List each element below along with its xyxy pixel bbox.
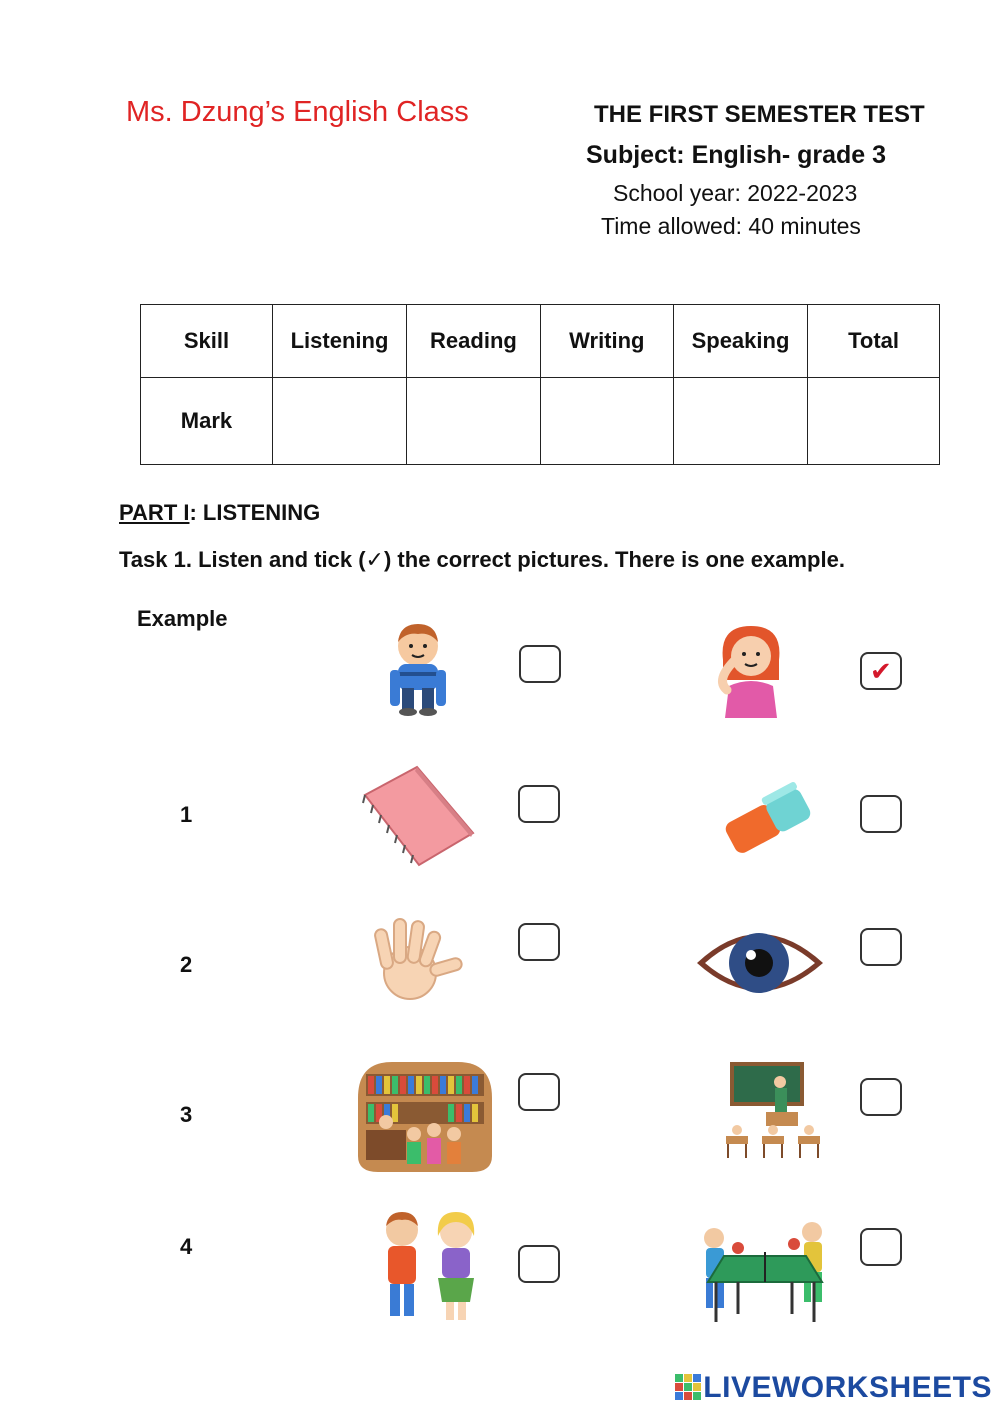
- girl-touching-nose-picture: [705, 620, 797, 718]
- tick-mark-icon: ✔: [870, 656, 892, 686]
- liveworksheets-brand: [675, 1371, 992, 1405]
- mark-cell-total[interactable]: [808, 378, 940, 465]
- brand-text: LIVEWORKSHEETS: [703, 1371, 992, 1404]
- row-label-3: 3: [180, 1102, 193, 1127]
- marks-table: [140, 304, 940, 465]
- row-label-1: 1: [180, 802, 193, 827]
- classroom-picture: [720, 1060, 830, 1162]
- mark-cell-listening[interactable]: [272, 378, 406, 465]
- mark-row-label: Mark: [141, 378, 273, 465]
- checkbox-example-left[interactable]: [519, 645, 561, 683]
- checkbox-4-left[interactable]: [518, 1245, 560, 1283]
- table-tennis-picture: [694, 1214, 834, 1328]
- time-allowed: Time allowed: 40 minutes: [601, 213, 861, 239]
- part-prefix: PART I: [119, 500, 190, 525]
- mark-cell-reading[interactable]: [407, 378, 541, 465]
- checkbox-2-left[interactable]: [518, 923, 560, 961]
- row-label-4: 4: [180, 1234, 193, 1259]
- mark-row: [141, 378, 940, 465]
- header-cell-skill: Skill: [141, 305, 273, 378]
- school-year: School year: 2022-2023: [613, 180, 858, 206]
- task-instruction: Task 1. Listen and tick (✓) the correct pictures. There is one example.: [119, 547, 845, 572]
- checkbox-4-right[interactable]: [860, 1228, 902, 1266]
- test-title: THE FIRST SEMESTER TEST: [594, 101, 925, 128]
- header-cell-total: Total: [808, 305, 940, 378]
- header-cell-listening: Listening: [272, 305, 406, 378]
- checkbox-3-right[interactable]: [860, 1078, 902, 1116]
- class-name: Ms. Dzung’s English Class: [126, 96, 469, 128]
- hand-picture: [368, 915, 468, 1003]
- header-cell-speaking: Speaking: [673, 305, 807, 378]
- mark-cell-writing[interactable]: [540, 378, 673, 465]
- header-cell-writing: Writing: [540, 305, 673, 378]
- part-rest: : LISTENING: [189, 500, 321, 525]
- friends-picture: [372, 1210, 488, 1326]
- part-heading: [119, 500, 320, 526]
- eraser-picture: [718, 780, 818, 862]
- row-label-example: Example: [137, 606, 228, 631]
- checkbox-2-right[interactable]: [860, 928, 902, 966]
- checkbox-1-left[interactable]: [518, 785, 560, 823]
- checkbox-example-right[interactable]: [860, 652, 902, 690]
- row-label-2: 2: [180, 952, 193, 977]
- liveworksheets-logo-icon: [675, 1374, 701, 1400]
- checkbox-1-right[interactable]: [860, 795, 902, 833]
- eye-picture: [693, 915, 827, 1007]
- notebook-picture: [355, 765, 477, 869]
- checkbox-3-left[interactable]: [518, 1073, 560, 1111]
- mark-cell-speaking[interactable]: [673, 378, 807, 465]
- header-cell-reading: Reading: [407, 305, 541, 378]
- table-header-row: [141, 305, 940, 378]
- subject-line: Subject: English- grade 3: [586, 141, 887, 169]
- boy-bending-picture: [370, 618, 466, 716]
- library-picture: [352, 1058, 498, 1176]
